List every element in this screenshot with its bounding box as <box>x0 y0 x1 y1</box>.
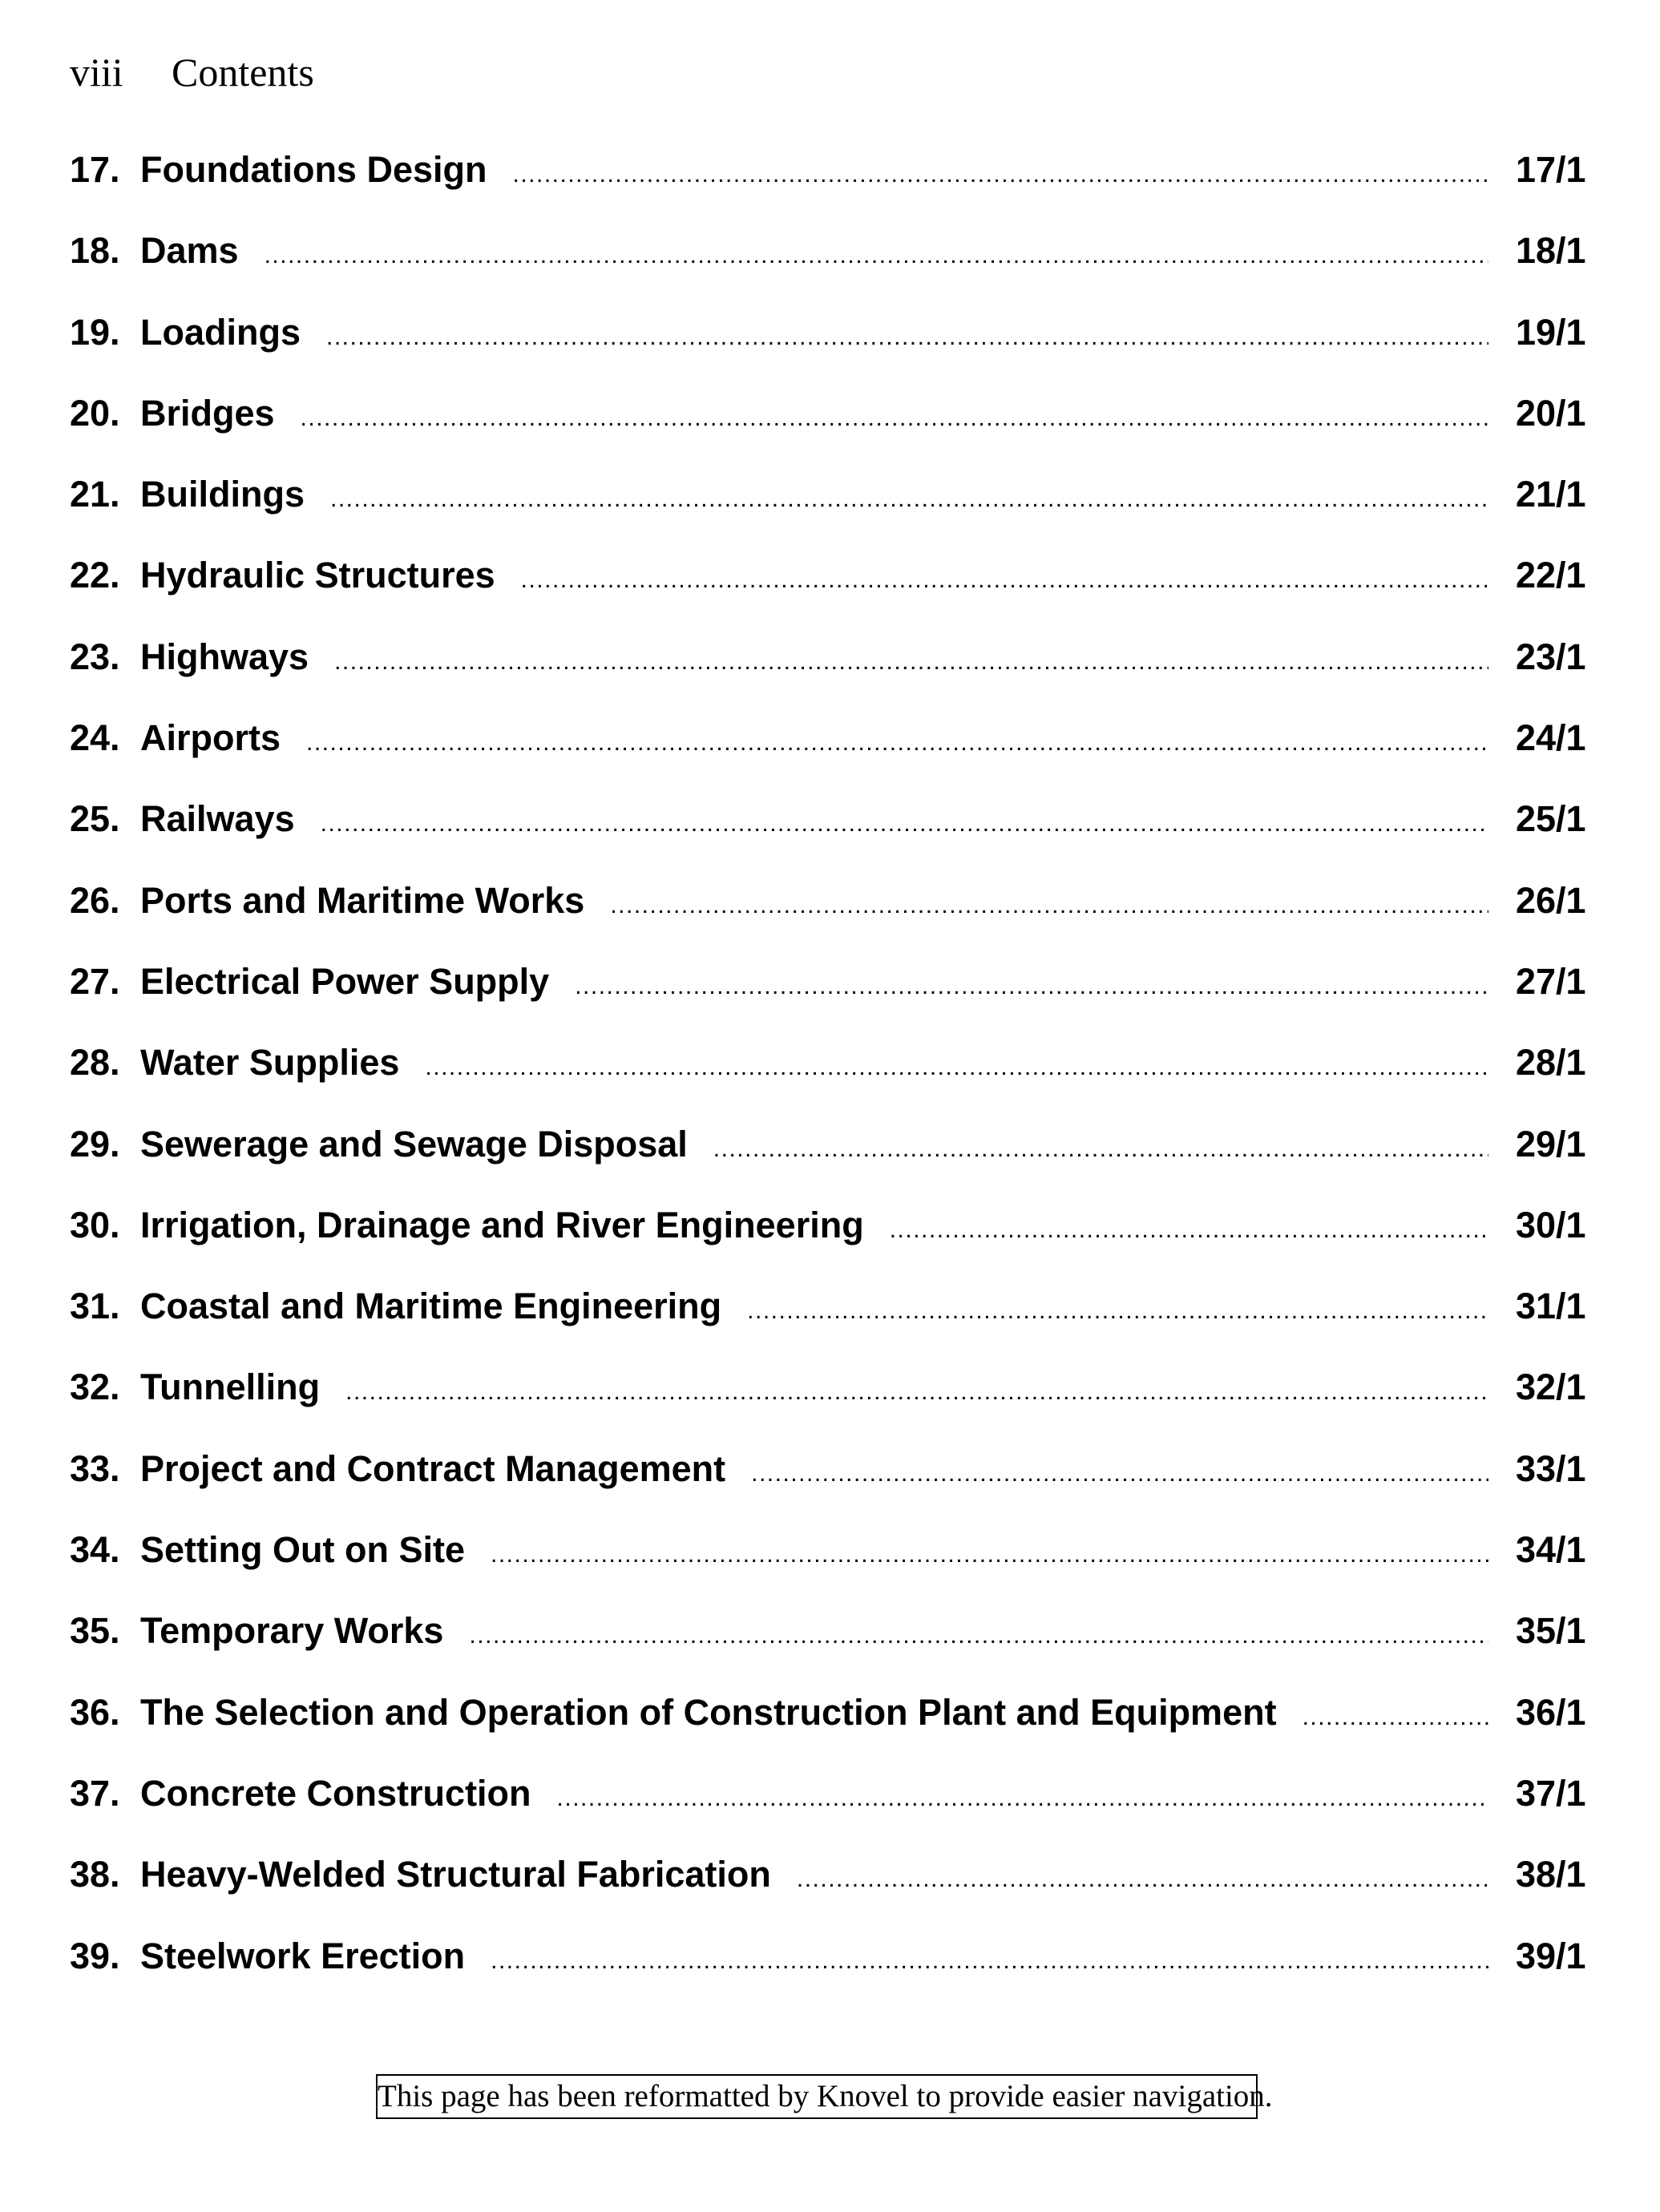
toc-title[interactable]: Sewerage and Sewage Disposal <box>140 1123 688 1165</box>
toc-number: 22. <box>70 555 120 596</box>
toc-entry-27[interactable] <box>70 956 1586 1037</box>
dot-leader <box>521 555 1488 606</box>
toc-page-number[interactable]: 37/1 <box>1516 1772 1586 1814</box>
toc-page-number[interactable]: 36/1 <box>1516 1691 1586 1733</box>
dot-leader <box>797 1854 1488 1905</box>
toc-number: 25. <box>70 798 120 840</box>
toc-number: 30. <box>70 1204 120 1245</box>
toc-entry-21[interactable] <box>70 469 1586 550</box>
dot-leader <box>469 1610 1488 1661</box>
toc-entry-24[interactable] <box>70 712 1586 793</box>
dot-leader <box>713 1124 1488 1175</box>
toc-title[interactable]: Coastal and Maritime Engineering <box>140 1286 722 1327</box>
toc-entry-31[interactable] <box>70 1281 1586 1362</box>
toc-title[interactable]: Heavy-Welded Structural Fabrication <box>140 1854 771 1895</box>
dot-leader <box>330 474 1488 525</box>
reformat-notice: This page has been reformatted by Knovel to provide easier navigation. <box>376 2074 1258 2119</box>
toc-entry-19[interactable] <box>70 307 1586 388</box>
toc-number: 31. <box>70 1286 120 1327</box>
toc-number: 17. <box>70 149 120 190</box>
toc-page-number[interactable]: 25/1 <box>1516 798 1586 840</box>
toc-entry-26[interactable] <box>70 875 1586 956</box>
toc-entry-36[interactable] <box>70 1687 1586 1768</box>
dot-leader <box>751 1448 1488 1500</box>
toc-page-number[interactable]: 23/1 <box>1516 636 1586 677</box>
toc-number: 23. <box>70 636 120 677</box>
toc-number: 37. <box>70 1772 120 1814</box>
toc-number: 27. <box>70 960 120 1002</box>
toc-entry-37[interactable] <box>70 1768 1586 1849</box>
dot-leader <box>425 1042 1488 1093</box>
toc-number: 32. <box>70 1366 120 1408</box>
toc-page-number[interactable]: 28/1 <box>1516 1042 1586 1084</box>
toc-page-number[interactable]: 34/1 <box>1516 1529 1586 1571</box>
page-header <box>70 46 314 98</box>
toc-entry-38[interactable] <box>70 1849 1586 1930</box>
toc-title[interactable]: Irrigation, Drainage and River Engineering <box>140 1204 864 1245</box>
toc-entry-22[interactable] <box>70 550 1586 631</box>
toc-number: 35. <box>70 1610 120 1652</box>
toc-title[interactable]: Project and Contract Management <box>140 1447 726 1489</box>
dot-leader <box>326 312 1488 363</box>
toc-number: 38. <box>70 1854 120 1895</box>
toc-number: 39. <box>70 1935 120 1976</box>
toc-title[interactable]: Railways <box>140 798 295 840</box>
dot-leader <box>747 1286 1488 1337</box>
toc-page-number[interactable]: 39/1 <box>1516 1935 1586 1976</box>
toc-title[interactable]: Hydraulic Structures <box>140 555 495 596</box>
toc-entry-29[interactable] <box>70 1119 1586 1200</box>
toc-entry-18[interactable] <box>70 225 1586 306</box>
dot-leader <box>306 717 1488 769</box>
toc-title[interactable]: Ports and Maritime Works <box>140 879 585 921</box>
toc-page-number[interactable]: 21/1 <box>1516 474 1586 515</box>
toc-number: 19. <box>70 311 120 353</box>
toc-entry-35[interactable] <box>70 1605 1586 1686</box>
dot-leader <box>301 393 1488 444</box>
page-title: Contents <box>172 50 314 95</box>
toc-page-number[interactable]: 30/1 <box>1516 1204 1586 1245</box>
toc-title[interactable]: Tunnelling <box>140 1366 321 1408</box>
toc-page-number[interactable]: 22/1 <box>1516 555 1586 596</box>
toc-number: 33. <box>70 1447 120 1489</box>
toc-page-number[interactable]: 18/1 <box>1516 230 1586 272</box>
dot-leader <box>321 798 1488 850</box>
toc-page-number[interactable]: 17/1 <box>1516 149 1586 190</box>
toc-number: 20. <box>70 392 120 434</box>
toc-page-number[interactable]: 29/1 <box>1516 1123 1586 1165</box>
toc-page-number[interactable]: 20/1 <box>1516 392 1586 434</box>
dot-leader <box>513 149 1489 200</box>
dot-leader <box>610 880 1488 931</box>
dot-leader <box>491 1529 1488 1580</box>
toc-entry-17[interactable] <box>70 144 1586 225</box>
dot-leader <box>265 230 1488 281</box>
toc-title[interactable]: Setting Out on Site <box>140 1529 465 1571</box>
toc-entry-33[interactable] <box>70 1443 1586 1524</box>
toc-entry-39[interactable] <box>70 1931 1586 2012</box>
toc-title[interactable]: Steelwork Erection <box>140 1935 466 1976</box>
toc-entry-34[interactable] <box>70 1524 1586 1605</box>
toc-title[interactable]: Foundations Design <box>140 149 487 190</box>
dot-leader <box>557 1773 1488 1824</box>
toc-title[interactable]: Buildings <box>140 474 305 515</box>
toc-entry-32[interactable] <box>70 1362 1586 1443</box>
toc-title[interactable]: Highways <box>140 636 309 677</box>
toc-entry-23[interactable] <box>70 632 1586 712</box>
toc-number: 29. <box>70 1123 120 1165</box>
toc-page-number[interactable]: 24/1 <box>1516 717 1586 759</box>
dot-leader <box>575 961 1488 1012</box>
toc-page-number[interactable]: 33/1 <box>1516 1447 1586 1489</box>
dot-leader <box>345 1366 1488 1418</box>
dot-leader <box>491 1936 1488 1987</box>
page-folio: viii <box>70 50 123 95</box>
toc-title[interactable]: Concrete Construction <box>140 1772 531 1814</box>
toc-entry-30[interactable] <box>70 1200 1586 1281</box>
dot-leader <box>1303 1692 1488 1743</box>
toc-page-number[interactable]: 27/1 <box>1516 960 1586 1002</box>
toc-number: 21. <box>70 474 120 515</box>
toc-page-number[interactable]: 35/1 <box>1516 1610 1586 1652</box>
toc-number: 18. <box>70 230 120 272</box>
toc-page-number[interactable]: 19/1 <box>1516 311 1586 353</box>
toc-page-number[interactable]: 31/1 <box>1516 1286 1586 1327</box>
toc-title[interactable]: Dams <box>140 230 239 272</box>
toc-entry-25[interactable] <box>70 793 1586 874</box>
toc-number: 24. <box>70 717 120 759</box>
dot-leader <box>890 1205 1488 1256</box>
toc-number: 28. <box>70 1042 120 1084</box>
dot-leader <box>334 636 1488 688</box>
toc-entry-28[interactable] <box>70 1037 1586 1118</box>
toc-title[interactable]: Loadings <box>140 311 301 353</box>
toc-page-number[interactable]: 32/1 <box>1516 1366 1586 1408</box>
toc-number: 26. <box>70 879 120 921</box>
toc-title[interactable]: The Selection and Operation of Construction Plant and Equipment <box>140 1691 1277 1733</box>
toc-number: 34. <box>70 1529 120 1571</box>
toc-title[interactable]: Airports <box>140 717 281 759</box>
toc-number: 36. <box>70 1691 120 1733</box>
toc-title[interactable]: Bridges <box>140 392 275 434</box>
toc-page-number[interactable]: 26/1 <box>1516 879 1586 921</box>
toc-title[interactable]: Water Supplies <box>140 1042 400 1084</box>
toc-title[interactable]: Temporary Works <box>140 1610 444 1652</box>
toc-title[interactable]: Electrical Power Supply <box>140 960 550 1002</box>
table-of-contents <box>70 144 1586 2012</box>
toc-entry-20[interactable] <box>70 388 1586 469</box>
toc-page-number[interactable]: 38/1 <box>1516 1854 1586 1895</box>
